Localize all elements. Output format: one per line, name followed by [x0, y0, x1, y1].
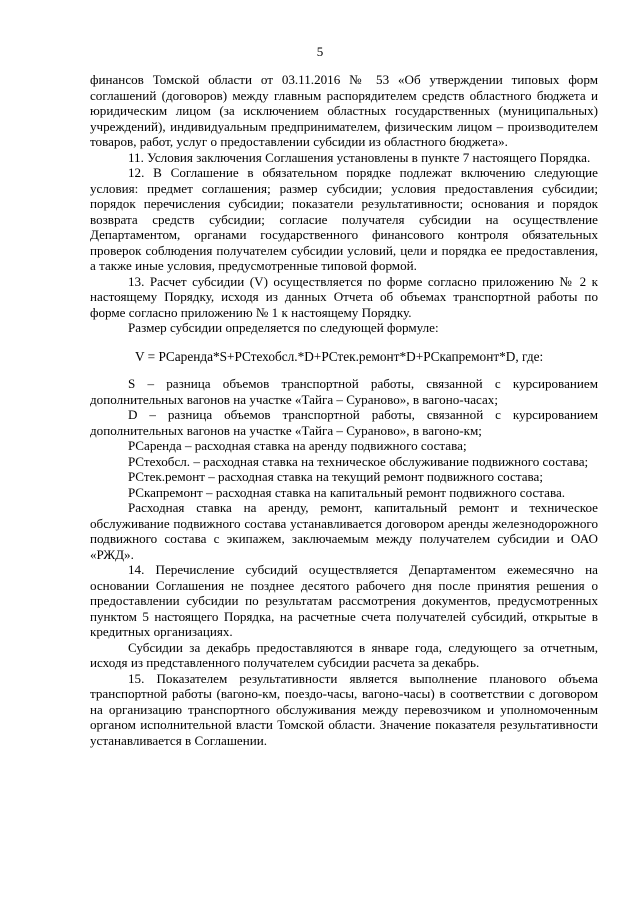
paragraph-item-12: 12. В Соглашение в обязательном порядке подлежат включению следующие условия: предмет соглашения; размер субсидии; условия предоставления субсидии; порядок перечисления субсидии; показатели результативности; основания и порядок возврата средств субсидии; согласие получателя субсидии на осуществление Департаментом, органами государственного финансового контроля обязательных проверок соблюдения получателем субсидии условий, цели и порядка ее предоставления, а также иные условия, предусмотренные типовой формой.: [90, 165, 598, 273]
document-body: [90, 72, 598, 748]
paragraph-item-13: 13. Расчет субсидии (V) осуществляется по форме согласно приложению № 2 к настоящему Порядку, исходя из данных Отчета об объемах транспортной работы по форме согласно приложению № 1 к настоящему Порядку.: [90, 273, 598, 320]
paragraph-rates: Расходная ставка на аренду, ремонт, капитальный ремонт и техническое обслуживание подвижного состава устанавливается договором аренды железнодорожного подвижного состава с экипажем, заключаемым между получателем субсидии и ОАО «РЖД».: [90, 500, 598, 562]
definition-d: D – разница объемов транспортной работы, связанной с курсированием дополнительных вагонов на участке «Тайга – Сураново», в вагоно-км;: [90, 407, 598, 438]
definition-current-repair-rate: PСтек.ремонт – расходная ставка на текущий ремонт подвижного состава;: [128, 469, 544, 484]
subsidy-formula: V = PСаренда*S+PСтехобсл.*D+PСтек.ремонт*D+PСкапремонт*D, где:: [135, 348, 544, 364]
definition-maintenance-rate: PСтехобсл. – расходная ставка на техническое обслуживание подвижного состава;: [128, 453, 589, 469]
definition-capital-repair-rate: PСкапремонт – расходная ставка на капитальный ремонт подвижного состава.: [128, 484, 566, 500]
paragraph-formula-intro: Размер субсидии определяется по следующей формуле:: [128, 320, 439, 335]
paragraph-item-11: 11. Условия заключения Соглашения установлены в пункте 7 настоящего Порядка.: [128, 149, 591, 165]
definition-s: S – разница объемов транспортной работы, связанной с курсированием дополнительных вагонов на участке «Тайга – Сураново», в вагоно-часах;: [90, 376, 598, 407]
paragraph-continuation: финансов Томской области от 03.11.2016 № 53 «Об утверждении типовых форм соглашений (договоров) между главным распорядителем средств областного бюджета и юридическим лицом (за исключением областных государственных (муниципальных) учреждений), индивидуальным предпринимателем, физическим лицом – производителем товаров, работ, услуг о предоставлении субсидии из областного бюджета».: [90, 72, 598, 149]
paragraph-december: Субсидии за декабрь предоставляются в январе года, следующего за отчетным, исходя из представленного получателем субсидии расчета за декабрь.: [90, 639, 598, 670]
definition-rent-rate: PСаренда – расходная ставка на аренду подвижного состава;: [128, 438, 467, 453]
page-number: 5: [316, 44, 324, 59]
paragraph-item-14: 14. Перечисление субсидий осуществляется Департаментом ежемесячно на основании Соглашения не позднее десятого рабочего дня после принятия решения о предоставлении субсидии по результатам рассмотрения документов, предусмотренных пунктом 5 настоящего Порядка, на расчетные счета получателей субсидий, открытые в кредитных организациях.: [90, 562, 598, 639]
paragraph-item-15: 15. Показателем результативности является выполнение планового объема транспортной работы (вагоно-км, поездо-часы, вагоно-часы) в соответствии с договором на организацию транспортного обслуживания между перевозчиком и уполномоченным органом исполнительной власти Томской области. Значение показателя результативности устанавливается в Соглашении.: [90, 670, 598, 748]
